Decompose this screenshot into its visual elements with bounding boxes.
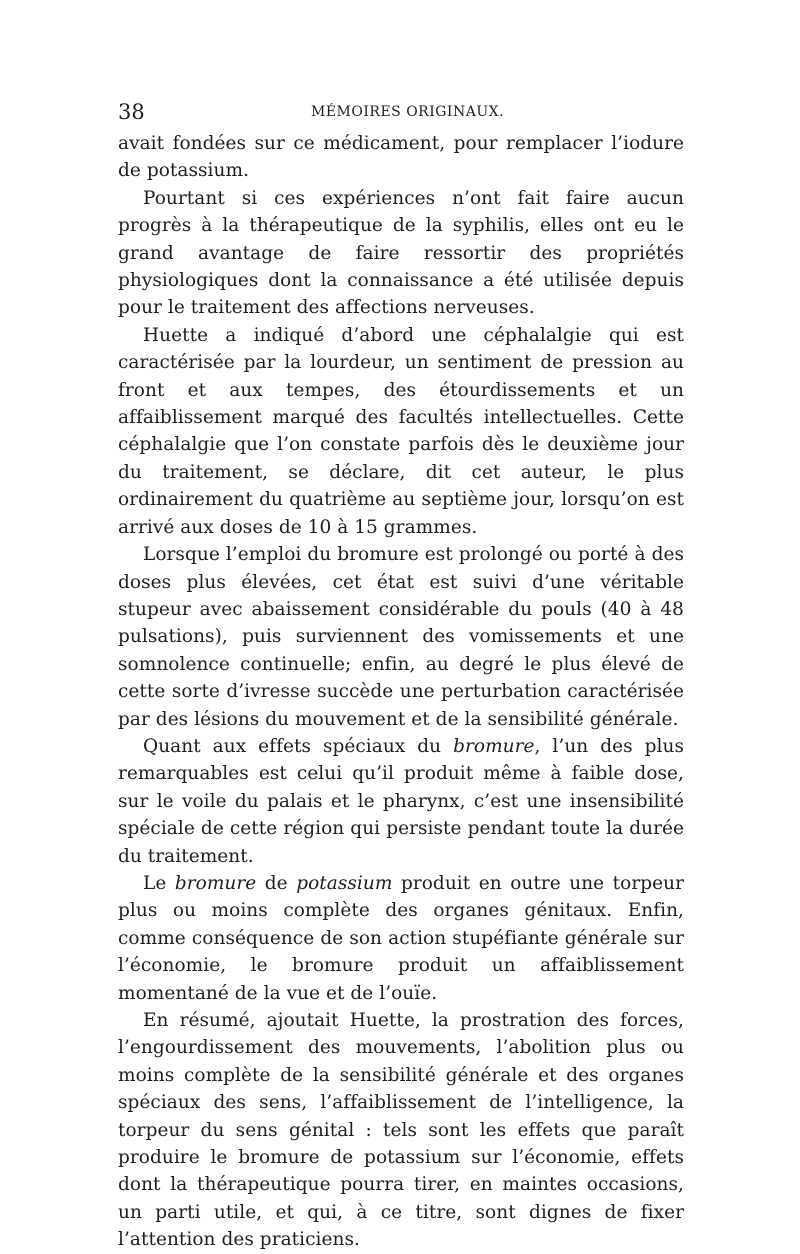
page-header	[118, 98, 682, 126]
page-number: 38	[118, 100, 145, 124]
italic-term: bromure	[453, 735, 535, 757]
paragraph: Pourtant si ces expériences n’ont fait faire aucun progrès à la thérapeutique de la syphilis, elles ont eu le grand avantage de faire ressortir des propriétés physiologiques dont la connaissance a été utilisée depuis pour le traitement des affections nerveuses.	[118, 187, 684, 319]
paragraph: En résumé, ajoutait Huette, la prostration des forces, l’engourdissement des mouvements, l’abolition plus ou moins complète de la sensibilité générale et des organes spéciaux des sens, l’affaiblissement de l’intelligence, la torpeur du sens génital : tels sont les effets que paraît produire le bromure de potassium sur l’économie, effets dont la thérapeutique pourra tirer, en maintes occasions, un parti utile, et qui, à ce titre, sont dignes de fixer l’attention des praticiens.	[118, 1010, 684, 1251]
paragraph	[118, 870, 684, 1007]
paragraph-continuation: avait fondées sur ce médicament, pour remplacer l’iodure de potassium.	[118, 133, 684, 182]
body-text	[118, 130, 684, 1254]
text-run: Le	[143, 872, 175, 894]
text-run: , l’un des plus remarquables est celui qu’il produit même à faible dose, sur le voile du palais et le pharynx, c’est une insensibilité spéciale de cette région qui persiste pendant toute la durée du traitement.	[118, 735, 684, 867]
text-run: de	[256, 872, 297, 894]
paragraph	[118, 733, 684, 870]
running-head: MÉMOIRES ORIGINAUX.	[311, 104, 505, 120]
italic-term: bromure	[174, 872, 257, 894]
paragraph: Huette a indiqué d’abord une céphalalgie qui est caractérisée par la lourdeur, un sentiment de pression au front et aux tempes, des étourdissements et un affaiblissement marqué des facultés intellectuelles. Cette céphalalgie que l’on constate parfois dès le deuxième jour du traitement, se déclare, dit cet auteur, le plus ordinairement du quatrième au septième jour, lorsqu’on est arrivé aux doses de 10 à 15 grammes.	[118, 324, 684, 538]
italic-term: potassium	[296, 872, 393, 894]
text-run: Quant aux effets spéciaux du	[143, 735, 454, 757]
text-run: produit en outre une torpeur plus ou moins complète des organes génitaux. Enfin, comme conséquence de son action stupéfiante générale sur l’économie, le bromure produit un affaiblissement momentané de la vue et de l’ouïe.	[118, 872, 684, 1004]
paragraph: Lorsque l’emploi du bromure est prolongé ou porté à des doses plus élevées, cet état est suivi d’une véritable stupeur avec abaissement considérable du pouls (40 à 48 pulsations), puis surviennent des vomissements et une somnolence continuelle; enfin, au degré le plus élevé de cette sorte d’ivresse succède une perturbation caractérisée par des lésions du mouvement et de la sensibilité générale.	[118, 544, 684, 730]
